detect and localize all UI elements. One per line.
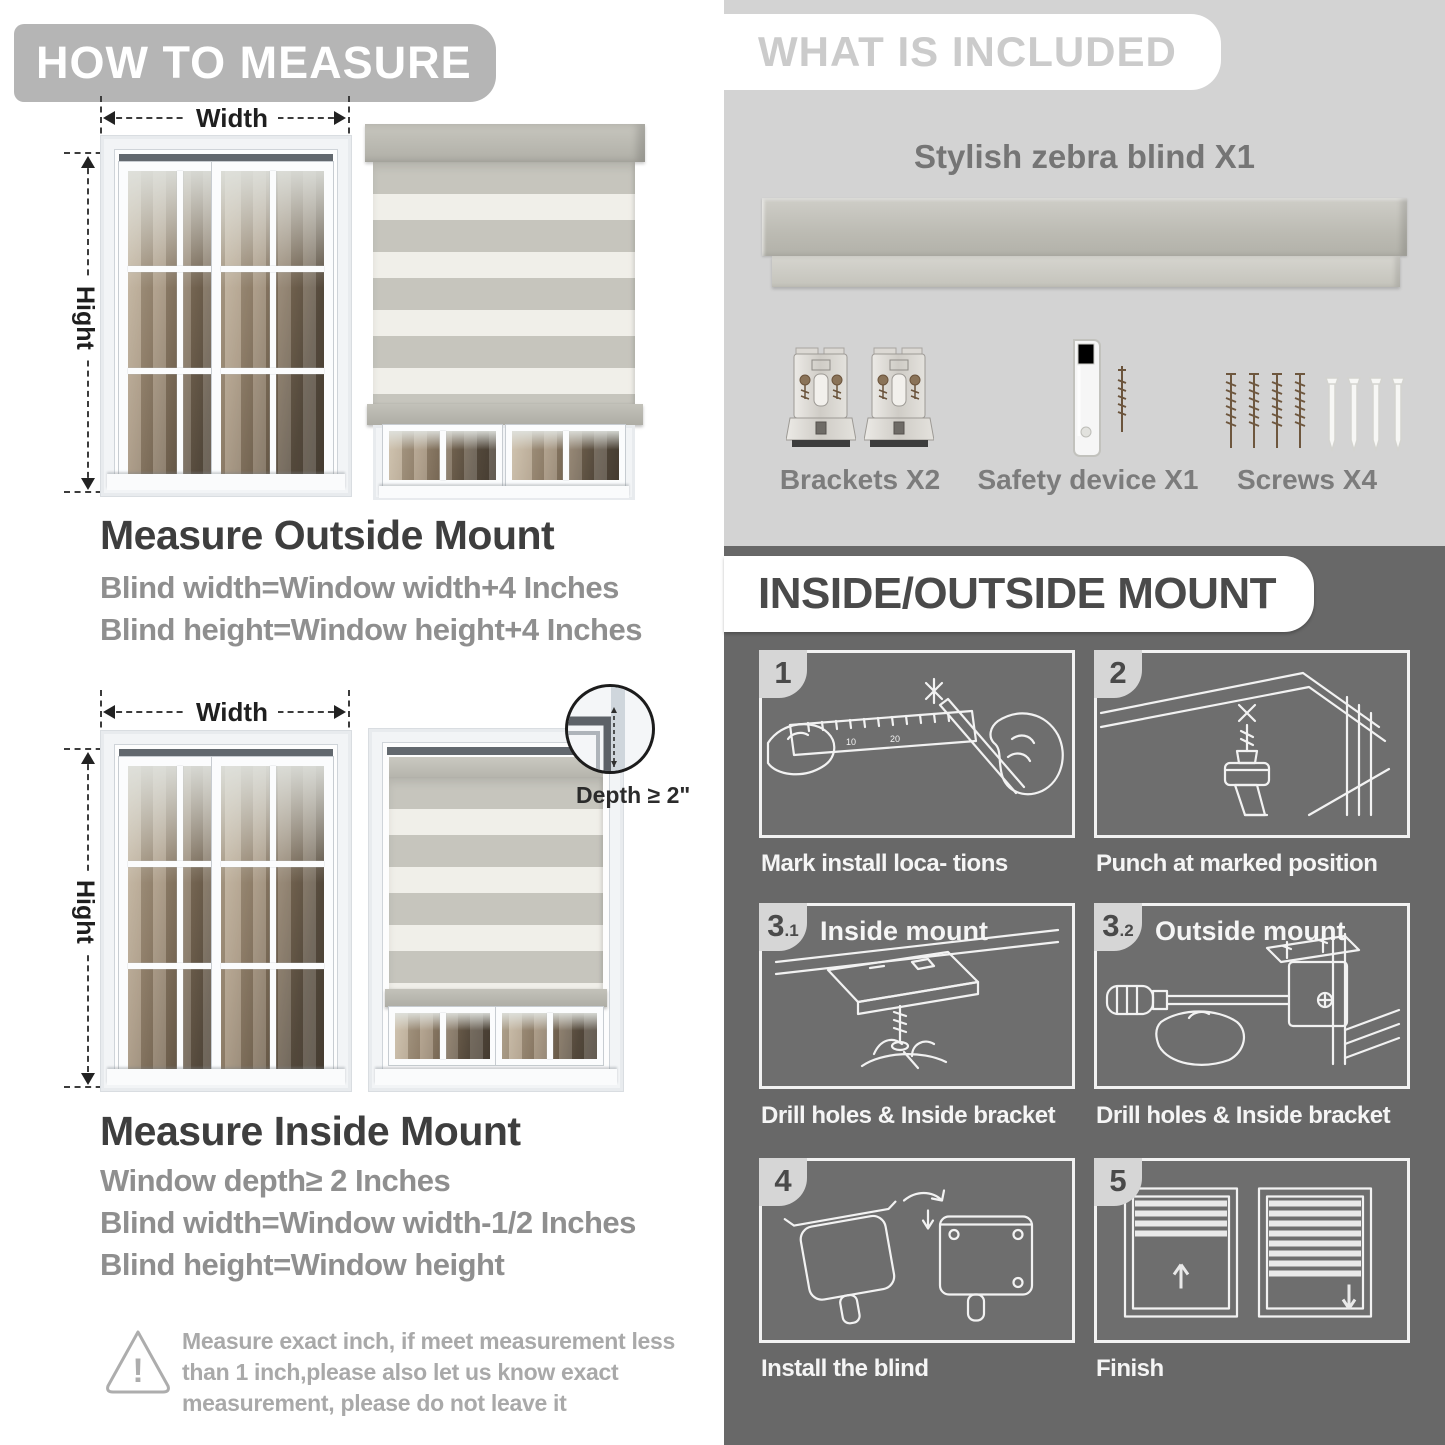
finish-lineart	[1097, 1161, 1407, 1340]
step-badge: 5	[1094, 1158, 1142, 1206]
outside-rule-1: Blind width=Window width+4 Inches	[100, 570, 619, 605]
ruler-mark-20: 20	[890, 734, 901, 744]
outside-rule-2: Blind height=Window height+4 Inches	[100, 612, 642, 647]
inside-rule-2: Blind width=Window width-1/2 Inches	[100, 1205, 636, 1240]
mount-title: INSIDE/OUTSIDE MOUNT	[758, 569, 1277, 618]
how-to-measure-title: HOW TO MEASURE	[36, 37, 472, 88]
arrowhead-left-icon	[103, 705, 115, 719]
install-blind-lineart	[762, 1161, 1072, 1340]
safety-device-label: Safety device X1	[977, 464, 1199, 495]
step-panel-4	[759, 1158, 1075, 1343]
what-is-included-header-bar	[724, 14, 1221, 90]
blind-bottom-rail	[385, 989, 607, 1007]
arrowhead-right-icon	[334, 705, 346, 719]
step-caption-2: Punch at marked position	[1096, 850, 1378, 877]
ruler-mark-10: 10	[846, 737, 857, 747]
step-caption-3-1: Drill holes & Inside bracket	[761, 1102, 1056, 1129]
window-corner-detail	[568, 687, 652, 771]
screws-label: Screws X4	[1236, 464, 1378, 495]
arrowhead-down-icon	[81, 1073, 95, 1085]
window-illustration-inside	[100, 730, 352, 1092]
warning-triangle-icon	[103, 1326, 173, 1396]
step-panel-1	[759, 650, 1075, 838]
warning-text: Measure exact inch, if meet measurement less than 1 inch,please also let us know exact measurement, please do not leave it	[182, 1328, 676, 1416]
arrowhead-up-icon	[81, 752, 95, 764]
wall-anchors-icon	[1322, 376, 1412, 459]
blind-fabric-stripes	[389, 777, 603, 989]
blind-headrail-product-lower	[772, 256, 1400, 287]
drill-corner-lineart	[1097, 653, 1407, 835]
step-caption-1: Mark install loca- tions	[761, 850, 1008, 877]
blind-headrail	[389, 757, 603, 777]
outside-mount-heading: Measure Outside Mount	[100, 512, 555, 558]
blind-headrail	[365, 124, 645, 162]
step-caption-3-2: Drill holes & Inside bracket	[1096, 1102, 1391, 1129]
screws-icon	[1218, 372, 1318, 461]
depth-label: Depth ≥ 2"	[576, 782, 691, 808]
arrowhead-up-icon	[81, 156, 95, 168]
brackets-label: Brackets X2	[779, 464, 941, 495]
step-badge: 4	[759, 1158, 807, 1206]
window-sill	[107, 474, 345, 490]
arrowhead-down-icon	[81, 478, 95, 490]
window-track	[119, 154, 333, 162]
inside-rule-1: Window depth≥ 2 Inches	[100, 1163, 451, 1198]
step-badge: 2	[1094, 650, 1142, 698]
step-badge: 3 .1	[759, 903, 807, 951]
inside-mount-panel-title: Inside mount	[820, 916, 988, 946]
step-badge: 3 .2	[1094, 903, 1142, 951]
hight-label: Hight	[70, 872, 99, 952]
safety-device-icon	[1062, 336, 1132, 469]
step-panel-3-1	[759, 903, 1075, 1089]
warning-exclamation: !	[132, 1352, 144, 1390]
window-bottom-peek	[373, 425, 635, 500]
mount-header-bar	[724, 556, 1314, 632]
window-door-right	[212, 162, 333, 488]
step-panel-2	[1094, 650, 1410, 838]
mark-location-lineart	[762, 653, 1072, 835]
blind-fabric-stripes	[373, 162, 635, 404]
step-caption-4: Install the blind	[761, 1355, 929, 1382]
what-is-included-title: WHAT IS INCLUDED	[758, 28, 1177, 75]
inside-rule-3: Blind height=Window height	[100, 1247, 505, 1282]
window-illustration-outside	[100, 135, 352, 497]
blind-bottom-rail	[367, 404, 643, 425]
hight-label: Hight	[70, 278, 99, 358]
inside-mount-heading: Measure Inside Mount	[100, 1108, 521, 1154]
how-to-measure-header-bar	[14, 24, 496, 102]
width-label: Width	[186, 103, 278, 134]
bracket-icon	[786, 346, 856, 463]
depth-detail-magnifier	[565, 684, 655, 774]
zebra-blind-item-title: Stylish zebra blind X1	[913, 138, 1256, 175]
blind-headrail-product	[762, 198, 1407, 256]
step-panel-3-2	[1094, 903, 1410, 1089]
width-label: Width	[186, 697, 278, 728]
arrowhead-right-icon	[334, 111, 346, 125]
outside-mount-panel-title: Outside mount	[1155, 916, 1346, 946]
step-panel-5	[1094, 1158, 1410, 1343]
arrowhead-left-icon	[103, 111, 115, 125]
step-caption-5: Finish	[1096, 1355, 1164, 1382]
zebra-blind-outside-illustration	[365, 124, 645, 500]
step-badge: 1	[759, 650, 807, 698]
bracket-icon	[864, 346, 934, 463]
